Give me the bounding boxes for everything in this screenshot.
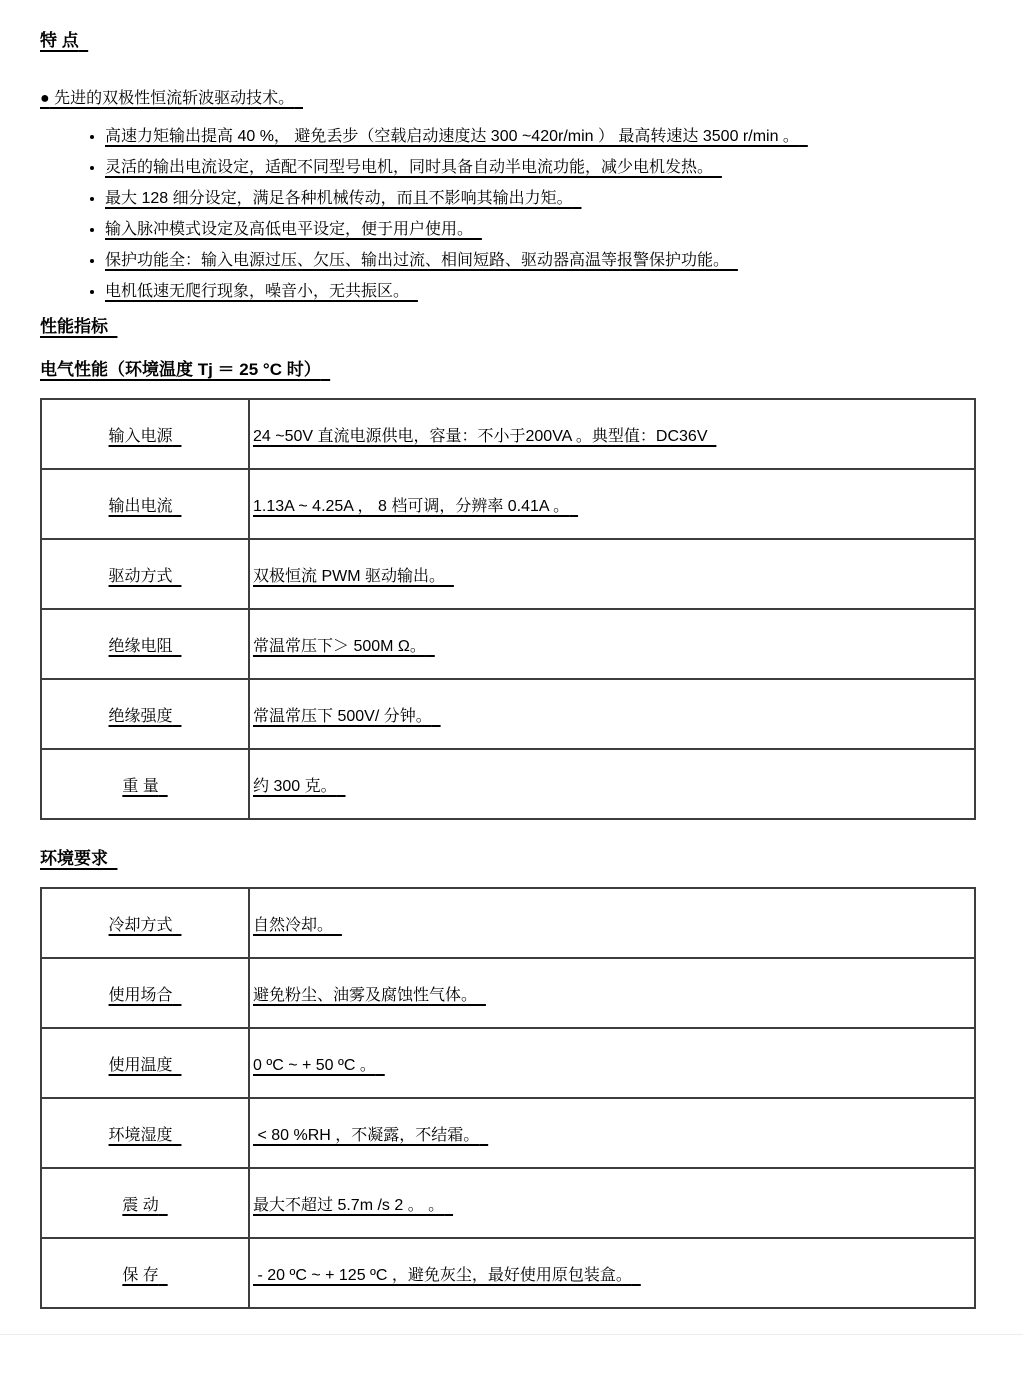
spec-value: 双极恒流 PWM 驱动输出。 [253,567,445,585]
spec-label-cell [41,1238,249,1308]
spec-label-cell [41,469,249,539]
table-row [41,958,975,1028]
spec-label: 驱动方式 [108,567,173,585]
table-row [41,1168,975,1238]
spec-label-cell [41,1168,249,1238]
spec-value-cell [249,609,975,679]
spec-label-cell [41,888,249,958]
spec-label: 绝缘强度 [108,707,173,725]
spec-label: 震 动 [122,1196,159,1214]
spec-value: 自然冷却。 [253,916,334,934]
spec-label: 环境湿度 [108,1126,173,1144]
spec-value: 1.13A ~ 4.25A ， 8 档可调，分辨率 0.41A 。 [253,497,570,515]
table-row [41,609,975,679]
spec-label: 保 存 [122,1266,159,1284]
spec-label: 冷却方式 [108,916,173,934]
electrical-performance-table [40,398,976,820]
spec-label: 重 量 [122,777,159,795]
spec-label: 输出电流 [108,497,173,515]
spec-value-cell [249,958,975,1028]
spec-value-cell [249,679,975,749]
spec-label-cell [41,749,249,819]
spec-value-cell [249,469,975,539]
spec-value-cell [249,1168,975,1238]
spec-value-cell [249,749,975,819]
spec-label: 绝缘电阻 [108,637,173,655]
spec-label-cell [41,1098,249,1168]
feature-item [105,220,983,240]
spec-value: 常温常压下 500V/ 分钟。 [253,707,432,725]
feature-item [105,251,983,271]
feature-item-text: 输入脉冲模式设定及高低电平设定，便于用户使用。 [105,221,474,238]
spec-value-cell [249,539,975,609]
table-row [41,1098,975,1168]
spec-label-cell [41,539,249,609]
disc-bullet-icon: ● [40,90,50,107]
table-row [41,1028,975,1098]
spec-label-cell [41,958,249,1028]
environment-heading [40,848,983,870]
spec-value: 最大不超过 5.7m /s 2 。 。 [253,1196,445,1214]
features-lead [40,88,983,110]
spec-value-cell [249,1028,975,1098]
table-row [41,469,975,539]
feature-item [105,127,983,147]
table-row [41,679,975,749]
spec-label: 使用温度 [108,1056,173,1074]
spec-label-cell [41,679,249,749]
feature-item-text: 保护功能全：输入电源过压、欠压、输出过流、相间短路、驱动器高温等报警保护功能。 [105,252,730,269]
feature-item-text: 最大 128 细分设定，满足各种机械传动，而且不影响其输出力矩。 [105,190,573,207]
electrical-performance-heading [40,359,983,381]
spec-label-cell [41,399,249,469]
table-row [41,539,975,609]
performance-heading-text: 性能指标 [40,317,108,336]
environment-table [40,887,976,1309]
spec-value-cell [249,1098,975,1168]
table-row [41,888,975,958]
feature-item-text: 高速力矩输出提高 40 %， 避免丢步（空载启动速度达 300 ~420r/min ） 最高转速达 3500 r/min 。 [105,128,799,145]
spec-label: 使用场合 [108,986,173,1004]
spec-value: - 20 ºC ~ + 125 ºC ，避免灰尘，最好使用原包装盒。 [253,1266,632,1284]
spec-label: 输入电源 [108,427,173,445]
features-lead-text: 先进的双极性恒流斩波驱动技术。 [49,90,295,107]
spec-label-cell [41,1028,249,1098]
performance-heading [40,316,983,338]
spec-value: 0 ºC ~ + 50 ºC 。 [253,1056,376,1074]
spec-value: 避免粉尘、油雾及腐蚀性气体。 [253,986,478,1004]
feature-item [105,282,983,302]
features-list [40,127,983,302]
spec-value-cell [249,888,975,958]
spec-value-cell [249,1238,975,1308]
feature-item [105,158,983,178]
table-row [41,399,975,469]
spec-value: 24 ~50V 直流电源供电，容量：不小于200VA 。典型值：DC36V [253,427,708,445]
feature-item-text: 电机低速无爬行现象，噪音小，无共振区。 [105,283,410,300]
table-row [41,1238,975,1308]
feature-item-text: 灵活的输出电流设定，适配不同型号电机，同时具备自动半电流功能，减少电机发热。 [105,159,714,176]
spec-value: 约 300 克。 [253,777,337,795]
table-row [41,749,975,819]
spec-label-cell [41,609,249,679]
electrical-performance-heading-text: 电气性能（环境温度 Tj ＝ 25 °C 时） [40,360,321,379]
features-heading-text: 特 点 [40,31,79,50]
environment-heading-text: 环境要求 [40,849,108,868]
spec-value: < 80 %RH ，不凝露，不结霜。 [253,1126,480,1144]
page-bottom-divider [0,1334,1023,1335]
spec-value-cell [249,399,975,469]
feature-item [105,189,983,209]
features-heading [40,30,983,52]
spec-value: 常温常压下＞ 500M Ω。 [253,637,426,655]
